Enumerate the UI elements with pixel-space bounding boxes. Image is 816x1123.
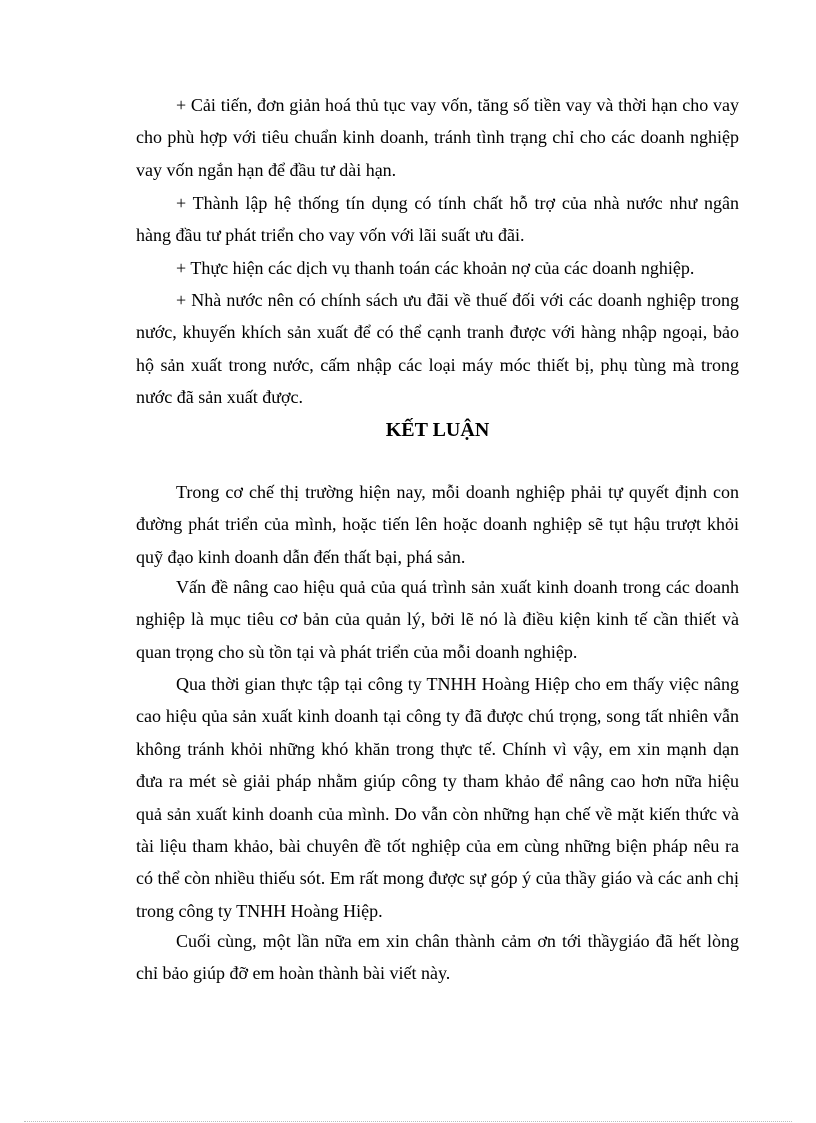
paragraph-credit-system: + Thành lập hệ thống tín dụng có tính chất hỗ trợ của nhà nước như ngân hàng đầu tư phát triển cho vay vốn với lãi suất ưu đãi.	[136, 193, 739, 246]
paragraph-internship: Qua thời gian thực tập tại công ty TNHH Hoàng Hiệp cho em thấy việc nâng cao hiệu qủa sản xuất kinh doanh tại công ty đã được chú trọng, song tất nhiên vẫn không tránh khỏi những khó khăn trong thực tế. Chính vì vậy, em xin mạnh dạn đưa ra mét sè giải pháp nhằm giúp công ty tham khảo để nâng cao hơn nữa hiệu quả sản xuất kinh doanh của mình. Do vẫn còn những hạn chế về mặt kiến thức và tài liệu tham khảo, bài chuyên đề tốt nghiệp của em cùng những biện pháp nêu ra có thể còn nhiều thiếu sót. Em rất mong được sự góp ý của thầy giáo và các anh chị trong công ty TNHH Hoàng Hiệp.	[136, 674, 739, 921]
paragraph-tax-policy: + Nhà nước nên có chính sách ưu đãi về thuế đối với các doanh nghiệp trong nước, khuyến khích sản xuất để có thể cạnh tranh được với hàng nhập ngoại, bảo hộ sản xuất trong nước, cấm nhập các loại máy móc thiết bị, phụ tùng mà trong nước đã sản xuất được.	[136, 290, 739, 408]
paragraph-thanks: Cuối cùng, một lần nữa em xin chân thành cảm ơn tới thầygiáo đã hết lòng chỉ bảo giúp đỡ em hoàn thành bài viết này.	[136, 931, 739, 984]
paragraph-payment-services: + Thực hiện các dịch vụ thanh toán các khoản nợ của các doanh nghiệp.	[176, 258, 695, 278]
paragraph-efficiency-issue: Vấn đề nâng cao hiệu quả của quá trình sản xuất kinh doanh trong các doanh nghiệp là mục tiêu cơ bản của quản lý, bởi lẽ nó là điều kiện kinh tế cần thiết và quan trọng cho sù tồn tại và phát triển của mỗi doanh nghiệp.	[136, 577, 739, 662]
page-bottom-rule	[24, 1121, 792, 1122]
paragraph-market-mechanism: Trong cơ chế thị trường hiện nay, mỗi doanh nghiệp phải tự quyết định con đường phát triển của mình, hoặc tiến lên hoặc doanh nghiệp sẽ tụt hậu trượt khỏi quỹ đạo kinh doanh dẫn đến thất bại, phá sản.	[136, 482, 739, 567]
conclusion-heading: KẾT LUẬN	[385, 419, 490, 441]
paragraph-loan-procedures: + Cải tiến, đơn giản hoá thủ tục vay vốn, tăng số tiền vay và thời hạn cho vay cho phù hợp với tiêu chuẩn kinh doanh, tránh tình trạng chỉ cho các doanh nghiệp vay vốn ngắn hạn để đầu tư dài hạn.	[136, 95, 739, 180]
